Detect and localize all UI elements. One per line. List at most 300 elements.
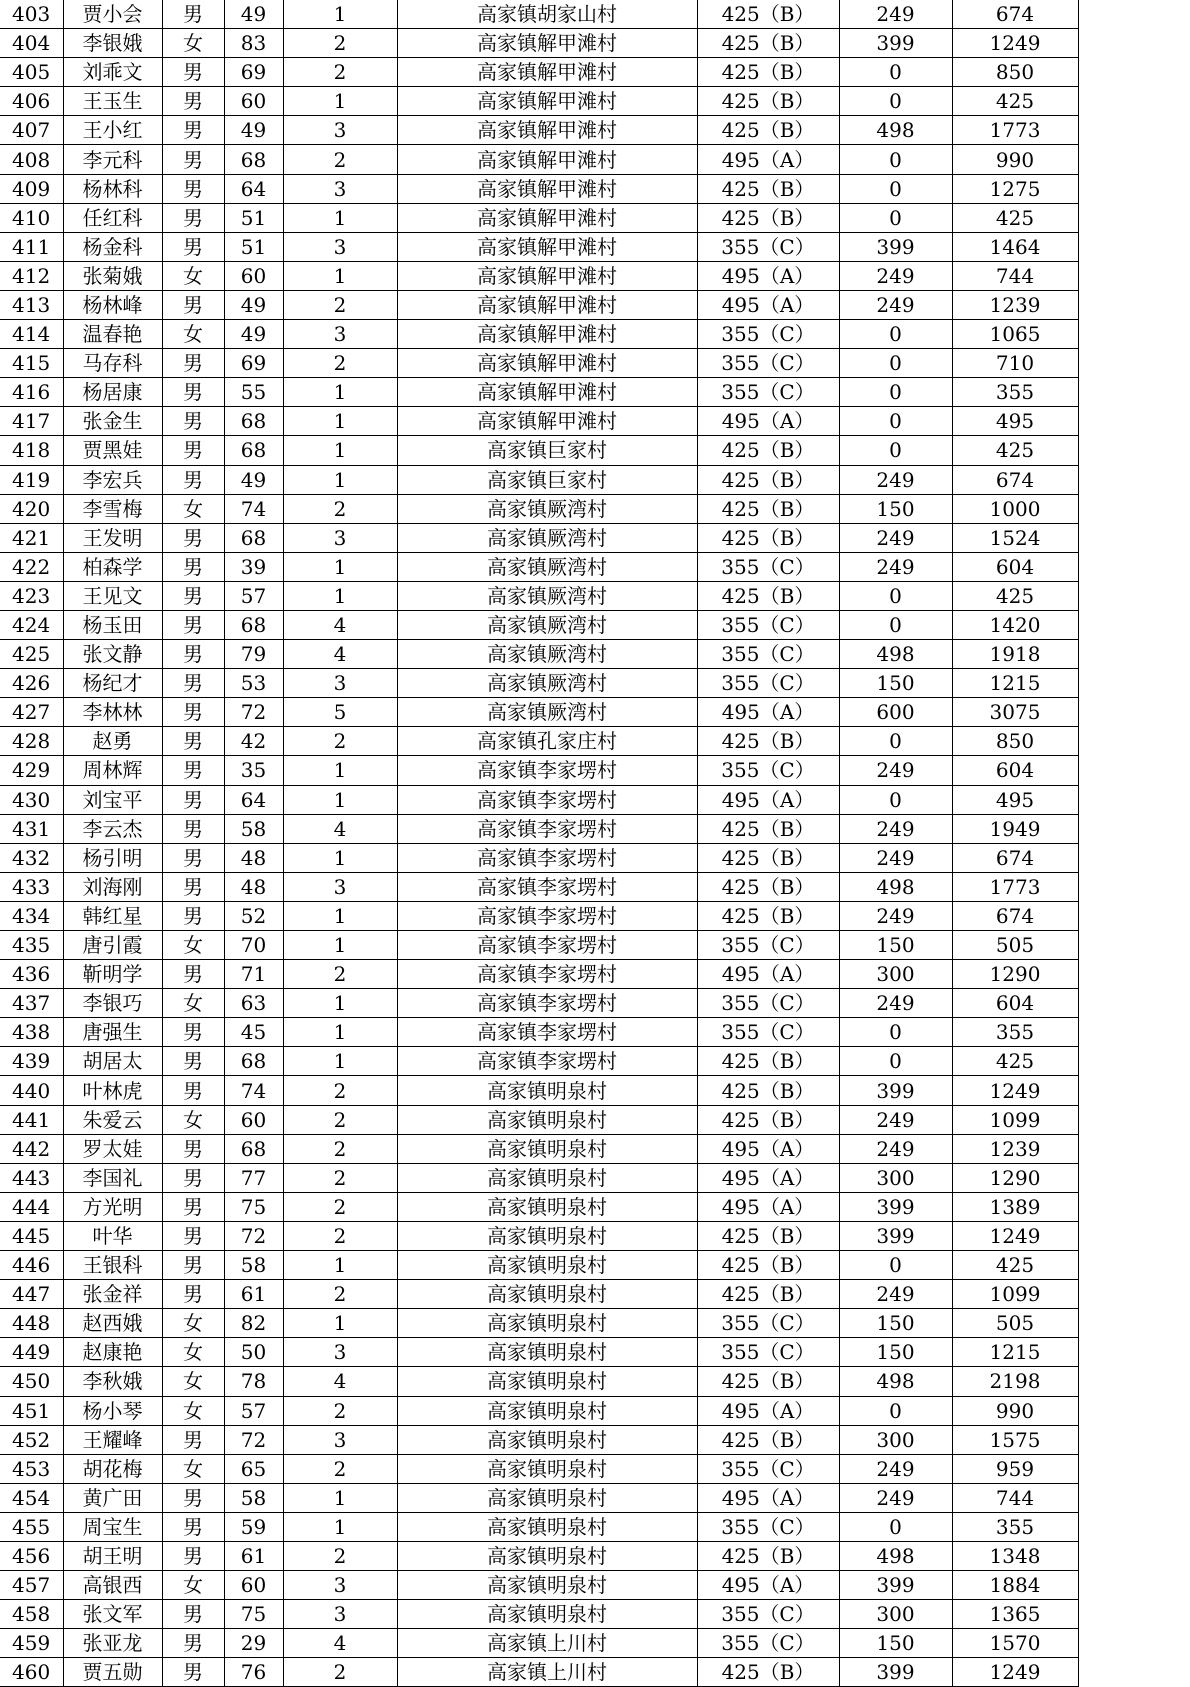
standard-cell: 495（A） bbox=[697, 1396, 839, 1425]
standard-cell: 355（C） bbox=[697, 1309, 839, 1338]
standard-cell: 495（A） bbox=[697, 261, 839, 290]
household-size-cell: 3 bbox=[283, 116, 397, 145]
name-cell: 张菊娥 bbox=[63, 261, 162, 290]
name-cell: 王小红 bbox=[63, 116, 162, 145]
village-cell: 高家镇明泉村 bbox=[397, 1571, 697, 1600]
household-size-cell: 1 bbox=[283, 581, 397, 610]
name-cell: 杨纪才 bbox=[63, 669, 162, 698]
standard-cell: 355（C） bbox=[697, 232, 839, 261]
age-cell: 68 bbox=[224, 1134, 283, 1163]
name-cell: 贾五勋 bbox=[63, 1658, 162, 1687]
gender-cell: 男 bbox=[162, 232, 224, 261]
gender-cell: 男 bbox=[162, 1192, 224, 1221]
total-cell: 744 bbox=[952, 261, 1078, 290]
subsidy-cell: 399 bbox=[839, 29, 952, 58]
table-row bbox=[0, 814, 1078, 843]
standard-cell: 495（A） bbox=[697, 1483, 839, 1512]
serial-number-cell: 428 bbox=[0, 727, 63, 756]
standard-cell: 495（A） bbox=[697, 1134, 839, 1163]
name-cell: 刘乖文 bbox=[63, 58, 162, 87]
household-size-cell: 1 bbox=[283, 465, 397, 494]
gender-cell: 男 bbox=[162, 465, 224, 494]
table-row bbox=[0, 349, 1078, 378]
gender-cell: 女 bbox=[162, 494, 224, 523]
household-size-cell: 2 bbox=[283, 1541, 397, 1570]
household-size-cell: 3 bbox=[283, 523, 397, 552]
gender-cell: 男 bbox=[162, 349, 224, 378]
standard-cell: 425（B） bbox=[697, 1221, 839, 1250]
total-cell: 1420 bbox=[952, 610, 1078, 639]
standard-cell: 495（A） bbox=[697, 145, 839, 174]
village-cell: 高家镇明泉村 bbox=[397, 1483, 697, 1512]
age-cell: 49 bbox=[224, 465, 283, 494]
gender-cell: 女 bbox=[162, 1338, 224, 1367]
name-cell: 黄广田 bbox=[63, 1483, 162, 1512]
gender-cell: 男 bbox=[162, 1512, 224, 1541]
age-cell: 60 bbox=[224, 1571, 283, 1600]
gender-cell: 男 bbox=[162, 552, 224, 581]
standard-cell: 425（B） bbox=[697, 1076, 839, 1105]
table-row bbox=[0, 1076, 1078, 1105]
subsidy-cell: 0 bbox=[839, 581, 952, 610]
serial-number-cell: 426 bbox=[0, 669, 63, 698]
name-cell: 杨居康 bbox=[63, 378, 162, 407]
table-row bbox=[0, 1396, 1078, 1425]
total-cell: 604 bbox=[952, 756, 1078, 785]
subsidy-cell: 150 bbox=[839, 1629, 952, 1658]
village-cell: 高家镇厥湾村 bbox=[397, 610, 697, 639]
gender-cell: 男 bbox=[162, 1600, 224, 1629]
standard-cell: 355（C） bbox=[697, 552, 839, 581]
age-cell: 69 bbox=[224, 58, 283, 87]
serial-number-cell: 427 bbox=[0, 698, 63, 727]
subsidy-cell: 399 bbox=[839, 232, 952, 261]
age-cell: 83 bbox=[224, 29, 283, 58]
subsidy-cell: 498 bbox=[839, 1367, 952, 1396]
name-cell: 贾小会 bbox=[63, 0, 162, 29]
serial-number-cell: 430 bbox=[0, 785, 63, 814]
name-cell: 张亚龙 bbox=[63, 1629, 162, 1658]
age-cell: 71 bbox=[224, 960, 283, 989]
household-size-cell: 2 bbox=[283, 1076, 397, 1105]
subsidy-cell: 0 bbox=[839, 727, 952, 756]
table-row bbox=[0, 1425, 1078, 1454]
name-cell: 李国礼 bbox=[63, 1163, 162, 1192]
name-cell: 朱爱云 bbox=[63, 1105, 162, 1134]
standard-cell: 425（B） bbox=[697, 87, 839, 116]
age-cell: 60 bbox=[224, 1105, 283, 1134]
name-cell: 任红科 bbox=[63, 203, 162, 232]
name-cell: 杨林科 bbox=[63, 174, 162, 203]
household-size-cell: 4 bbox=[283, 640, 397, 669]
serial-number-cell: 407 bbox=[0, 116, 63, 145]
age-cell: 68 bbox=[224, 523, 283, 552]
subsidy-cell: 300 bbox=[839, 1600, 952, 1629]
gender-cell: 男 bbox=[162, 1221, 224, 1250]
gender-cell: 男 bbox=[162, 203, 224, 232]
total-cell: 1249 bbox=[952, 1658, 1078, 1687]
name-cell: 韩红星 bbox=[63, 901, 162, 930]
gender-cell: 男 bbox=[162, 960, 224, 989]
serial-number-cell: 452 bbox=[0, 1425, 63, 1454]
subsidy-cell: 249 bbox=[839, 989, 952, 1018]
household-size-cell: 2 bbox=[283, 1134, 397, 1163]
table-row bbox=[0, 1541, 1078, 1570]
age-cell: 49 bbox=[224, 0, 283, 29]
name-cell: 李银巧 bbox=[63, 989, 162, 1018]
gender-cell: 男 bbox=[162, 1076, 224, 1105]
total-cell: 1249 bbox=[952, 29, 1078, 58]
village-cell: 高家镇明泉村 bbox=[397, 1425, 697, 1454]
total-cell: 1239 bbox=[952, 1134, 1078, 1163]
total-cell: 1365 bbox=[952, 1600, 1078, 1629]
village-cell: 高家镇厥湾村 bbox=[397, 669, 697, 698]
table-row bbox=[0, 0, 1078, 29]
serial-number-cell: 444 bbox=[0, 1192, 63, 1221]
household-size-cell: 3 bbox=[283, 1571, 397, 1600]
village-cell: 高家镇明泉村 bbox=[397, 1280, 697, 1309]
total-cell: 1215 bbox=[952, 669, 1078, 698]
gender-cell: 男 bbox=[162, 1047, 224, 1076]
gender-cell: 男 bbox=[162, 87, 224, 116]
serial-number-cell: 412 bbox=[0, 261, 63, 290]
gender-cell: 男 bbox=[162, 756, 224, 785]
table-row bbox=[0, 552, 1078, 581]
village-cell: 高家镇明泉村 bbox=[397, 1309, 697, 1338]
age-cell: 76 bbox=[224, 1658, 283, 1687]
standard-cell: 425（B） bbox=[697, 174, 839, 203]
subsidy-cell: 249 bbox=[839, 814, 952, 843]
standard-cell: 355（C） bbox=[697, 669, 839, 698]
serial-number-cell: 405 bbox=[0, 58, 63, 87]
age-cell: 68 bbox=[224, 610, 283, 639]
household-size-cell: 4 bbox=[283, 814, 397, 843]
village-cell: 高家镇明泉村 bbox=[397, 1367, 697, 1396]
gender-cell: 女 bbox=[162, 261, 224, 290]
name-cell: 李雪梅 bbox=[63, 494, 162, 523]
serial-number-cell: 423 bbox=[0, 581, 63, 610]
table-row bbox=[0, 989, 1078, 1018]
subsidy-cell: 399 bbox=[839, 1221, 952, 1250]
village-cell: 高家镇厥湾村 bbox=[397, 552, 697, 581]
table-row bbox=[0, 785, 1078, 814]
name-cell: 唐引霞 bbox=[63, 931, 162, 960]
total-cell: 604 bbox=[952, 552, 1078, 581]
gender-cell: 女 bbox=[162, 1454, 224, 1483]
household-size-cell: 1 bbox=[283, 901, 397, 930]
total-cell: 1099 bbox=[952, 1280, 1078, 1309]
serial-number-cell: 417 bbox=[0, 407, 63, 436]
total-cell: 744 bbox=[952, 1483, 1078, 1512]
age-cell: 57 bbox=[224, 1396, 283, 1425]
table-row bbox=[0, 145, 1078, 174]
total-cell: 674 bbox=[952, 843, 1078, 872]
table-row bbox=[0, 1105, 1078, 1134]
total-cell: 1249 bbox=[952, 1221, 1078, 1250]
total-cell: 1290 bbox=[952, 960, 1078, 989]
standard-cell: 355（C） bbox=[697, 320, 839, 349]
household-size-cell: 4 bbox=[283, 1367, 397, 1396]
gender-cell: 女 bbox=[162, 931, 224, 960]
gender-cell: 男 bbox=[162, 1018, 224, 1047]
name-cell: 赵西娥 bbox=[63, 1309, 162, 1338]
table-row bbox=[0, 843, 1078, 872]
village-cell: 高家镇李家塄村 bbox=[397, 901, 697, 930]
total-cell: 2198 bbox=[952, 1367, 1078, 1396]
gender-cell: 女 bbox=[162, 1309, 224, 1338]
subsidy-cell: 0 bbox=[839, 407, 952, 436]
gender-cell: 男 bbox=[162, 901, 224, 930]
name-cell: 王见文 bbox=[63, 581, 162, 610]
total-cell: 3075 bbox=[952, 698, 1078, 727]
standard-cell: 425（B） bbox=[697, 58, 839, 87]
village-cell: 高家镇明泉村 bbox=[397, 1454, 697, 1483]
subsidy-cell: 0 bbox=[839, 785, 952, 814]
age-cell: 48 bbox=[224, 872, 283, 901]
subsidy-cell: 249 bbox=[839, 1134, 952, 1163]
standard-cell: 355（C） bbox=[697, 1454, 839, 1483]
subsidy-cell: 249 bbox=[839, 843, 952, 872]
village-cell: 高家镇孔家庄村 bbox=[397, 727, 697, 756]
village-cell: 高家镇解甲滩村 bbox=[397, 116, 697, 145]
household-size-cell: 1 bbox=[283, 989, 397, 1018]
standard-cell: 425（B） bbox=[697, 1105, 839, 1134]
name-cell: 温春艳 bbox=[63, 320, 162, 349]
village-cell: 高家镇明泉村 bbox=[397, 1163, 697, 1192]
table-row bbox=[0, 1600, 1078, 1629]
table-row bbox=[0, 1251, 1078, 1280]
serial-number-cell: 454 bbox=[0, 1483, 63, 1512]
name-cell: 靳明学 bbox=[63, 960, 162, 989]
village-cell: 高家镇巨家村 bbox=[397, 465, 697, 494]
name-cell: 李银娥 bbox=[63, 29, 162, 58]
table-row bbox=[0, 1163, 1078, 1192]
table-row bbox=[0, 1571, 1078, 1600]
table-row bbox=[0, 1512, 1078, 1541]
subsidy-cell: 0 bbox=[839, 610, 952, 639]
table-row bbox=[0, 640, 1078, 669]
standard-cell: 425（B） bbox=[697, 901, 839, 930]
age-cell: 77 bbox=[224, 1163, 283, 1192]
standard-cell: 425（B） bbox=[697, 1280, 839, 1309]
name-cell: 王银科 bbox=[63, 1251, 162, 1280]
serial-number-cell: 408 bbox=[0, 145, 63, 174]
serial-number-cell: 458 bbox=[0, 1600, 63, 1629]
standard-cell: 495（A） bbox=[697, 785, 839, 814]
standard-cell: 425（B） bbox=[697, 465, 839, 494]
subsidy-cell: 249 bbox=[839, 465, 952, 494]
gender-cell: 男 bbox=[162, 1134, 224, 1163]
serial-number-cell: 438 bbox=[0, 1018, 63, 1047]
age-cell: 78 bbox=[224, 1367, 283, 1396]
age-cell: 72 bbox=[224, 698, 283, 727]
village-cell: 高家镇明泉村 bbox=[397, 1541, 697, 1570]
total-cell: 674 bbox=[952, 465, 1078, 494]
name-cell: 杨引明 bbox=[63, 843, 162, 872]
subsidy-cell: 0 bbox=[839, 174, 952, 203]
serial-number-cell: 403 bbox=[0, 0, 63, 29]
age-cell: 48 bbox=[224, 843, 283, 872]
age-cell: 68 bbox=[224, 1047, 283, 1076]
name-cell: 李林林 bbox=[63, 698, 162, 727]
total-cell: 959 bbox=[952, 1454, 1078, 1483]
village-cell: 高家镇上川村 bbox=[397, 1629, 697, 1658]
table-row bbox=[0, 1134, 1078, 1163]
age-cell: 29 bbox=[224, 1629, 283, 1658]
gender-cell: 男 bbox=[162, 0, 224, 29]
serial-number-cell: 422 bbox=[0, 552, 63, 581]
standard-cell: 495（A） bbox=[697, 290, 839, 319]
household-size-cell: 1 bbox=[283, 843, 397, 872]
table-row bbox=[0, 58, 1078, 87]
total-cell: 674 bbox=[952, 0, 1078, 29]
total-cell: 1249 bbox=[952, 1076, 1078, 1105]
total-cell: 355 bbox=[952, 1018, 1078, 1047]
age-cell: 70 bbox=[224, 931, 283, 960]
gender-cell: 男 bbox=[162, 1425, 224, 1454]
standard-cell: 425（B） bbox=[697, 1425, 839, 1454]
household-size-cell: 2 bbox=[283, 1105, 397, 1134]
household-size-cell: 2 bbox=[283, 960, 397, 989]
standard-cell: 355（C） bbox=[697, 989, 839, 1018]
age-cell: 68 bbox=[224, 145, 283, 174]
serial-number-cell: 429 bbox=[0, 756, 63, 785]
table-row bbox=[0, 436, 1078, 465]
subsidy-cell: 498 bbox=[839, 872, 952, 901]
household-size-cell: 1 bbox=[283, 87, 397, 116]
total-cell: 1348 bbox=[952, 1541, 1078, 1570]
gender-cell: 男 bbox=[162, 698, 224, 727]
age-cell: 58 bbox=[224, 814, 283, 843]
total-cell: 425 bbox=[952, 203, 1078, 232]
subsidy-cell: 0 bbox=[839, 1512, 952, 1541]
name-cell: 唐强生 bbox=[63, 1018, 162, 1047]
serial-number-cell: 445 bbox=[0, 1221, 63, 1250]
serial-number-cell: 441 bbox=[0, 1105, 63, 1134]
household-size-cell: 1 bbox=[283, 1483, 397, 1512]
total-cell: 1773 bbox=[952, 116, 1078, 145]
household-size-cell: 1 bbox=[283, 1309, 397, 1338]
village-cell: 高家镇厥湾村 bbox=[397, 494, 697, 523]
gender-cell: 男 bbox=[162, 436, 224, 465]
standard-cell: 425（B） bbox=[697, 523, 839, 552]
village-cell: 高家镇厥湾村 bbox=[397, 640, 697, 669]
table-row bbox=[0, 232, 1078, 261]
age-cell: 42 bbox=[224, 727, 283, 756]
standard-cell: 425（B） bbox=[697, 116, 839, 145]
village-cell: 高家镇厥湾村 bbox=[397, 698, 697, 727]
household-size-cell: 1 bbox=[283, 1047, 397, 1076]
household-size-cell: 3 bbox=[283, 174, 397, 203]
village-cell: 高家镇明泉村 bbox=[397, 1192, 697, 1221]
standard-cell: 425（B） bbox=[697, 843, 839, 872]
village-cell: 高家镇解甲滩村 bbox=[397, 29, 697, 58]
total-cell: 604 bbox=[952, 989, 1078, 1018]
household-size-cell: 1 bbox=[283, 203, 397, 232]
village-cell: 高家镇解甲滩村 bbox=[397, 290, 697, 319]
table-row bbox=[0, 378, 1078, 407]
subsidy-cell: 0 bbox=[839, 1251, 952, 1280]
serial-number-cell: 443 bbox=[0, 1163, 63, 1192]
serial-number-cell: 449 bbox=[0, 1338, 63, 1367]
age-cell: 64 bbox=[224, 174, 283, 203]
village-cell: 高家镇胡家山村 bbox=[397, 0, 697, 29]
serial-number-cell: 439 bbox=[0, 1047, 63, 1076]
subsidy-cell: 300 bbox=[839, 1163, 952, 1192]
table-row bbox=[0, 1338, 1078, 1367]
total-cell: 1524 bbox=[952, 523, 1078, 552]
household-size-cell: 1 bbox=[283, 0, 397, 29]
subsidy-cell: 249 bbox=[839, 1280, 952, 1309]
standard-cell: 495（A） bbox=[697, 960, 839, 989]
gender-cell: 女 bbox=[162, 29, 224, 58]
total-cell: 1570 bbox=[952, 1629, 1078, 1658]
table-row bbox=[0, 174, 1078, 203]
standard-cell: 355（C） bbox=[697, 349, 839, 378]
total-cell: 425 bbox=[952, 1047, 1078, 1076]
village-cell: 高家镇李家塄村 bbox=[397, 1018, 697, 1047]
name-cell: 叶华 bbox=[63, 1221, 162, 1250]
village-cell: 高家镇明泉村 bbox=[397, 1076, 697, 1105]
name-cell: 马存科 bbox=[63, 349, 162, 378]
standard-cell: 425（B） bbox=[697, 494, 839, 523]
village-cell: 高家镇李家塄村 bbox=[397, 960, 697, 989]
household-size-cell: 1 bbox=[283, 407, 397, 436]
village-cell: 高家镇厥湾村 bbox=[397, 581, 697, 610]
age-cell: 60 bbox=[224, 87, 283, 116]
household-size-cell: 2 bbox=[283, 290, 397, 319]
age-cell: 53 bbox=[224, 669, 283, 698]
serial-number-cell: 437 bbox=[0, 989, 63, 1018]
subsidy-cell: 0 bbox=[839, 1396, 952, 1425]
village-cell: 高家镇李家塄村 bbox=[397, 872, 697, 901]
age-cell: 74 bbox=[224, 1076, 283, 1105]
gender-cell: 男 bbox=[162, 872, 224, 901]
age-cell: 61 bbox=[224, 1280, 283, 1309]
table-row bbox=[0, 494, 1078, 523]
name-cell: 周林辉 bbox=[63, 756, 162, 785]
standard-cell: 425（B） bbox=[697, 581, 839, 610]
village-cell: 高家镇李家塄村 bbox=[397, 814, 697, 843]
village-cell: 高家镇明泉村 bbox=[397, 1134, 697, 1163]
serial-number-cell: 447 bbox=[0, 1280, 63, 1309]
subsidy-cell: 0 bbox=[839, 58, 952, 87]
gender-cell: 女 bbox=[162, 1367, 224, 1396]
serial-number-cell: 419 bbox=[0, 465, 63, 494]
village-cell: 高家镇解甲滩村 bbox=[397, 320, 697, 349]
village-cell: 高家镇明泉村 bbox=[397, 1251, 697, 1280]
serial-number-cell: 416 bbox=[0, 378, 63, 407]
total-cell: 1949 bbox=[952, 814, 1078, 843]
village-cell: 高家镇厥湾村 bbox=[397, 523, 697, 552]
village-cell: 高家镇李家塄村 bbox=[397, 1047, 697, 1076]
table-row bbox=[0, 1309, 1078, 1338]
gender-cell: 男 bbox=[162, 1629, 224, 1658]
household-size-cell: 3 bbox=[283, 1338, 397, 1367]
name-cell: 刘宝平 bbox=[63, 785, 162, 814]
standard-cell: 495（A） bbox=[697, 1192, 839, 1221]
table-row bbox=[0, 872, 1078, 901]
table-row bbox=[0, 1192, 1078, 1221]
subsidy-cell: 600 bbox=[839, 698, 952, 727]
standard-cell: 355（C） bbox=[697, 756, 839, 785]
household-size-cell: 2 bbox=[283, 1658, 397, 1687]
household-size-cell: 2 bbox=[283, 1280, 397, 1309]
serial-number-cell: 450 bbox=[0, 1367, 63, 1396]
village-cell: 高家镇解甲滩村 bbox=[397, 203, 697, 232]
subsidy-cell: 0 bbox=[839, 1018, 952, 1047]
subsidy-cell: 399 bbox=[839, 1571, 952, 1600]
